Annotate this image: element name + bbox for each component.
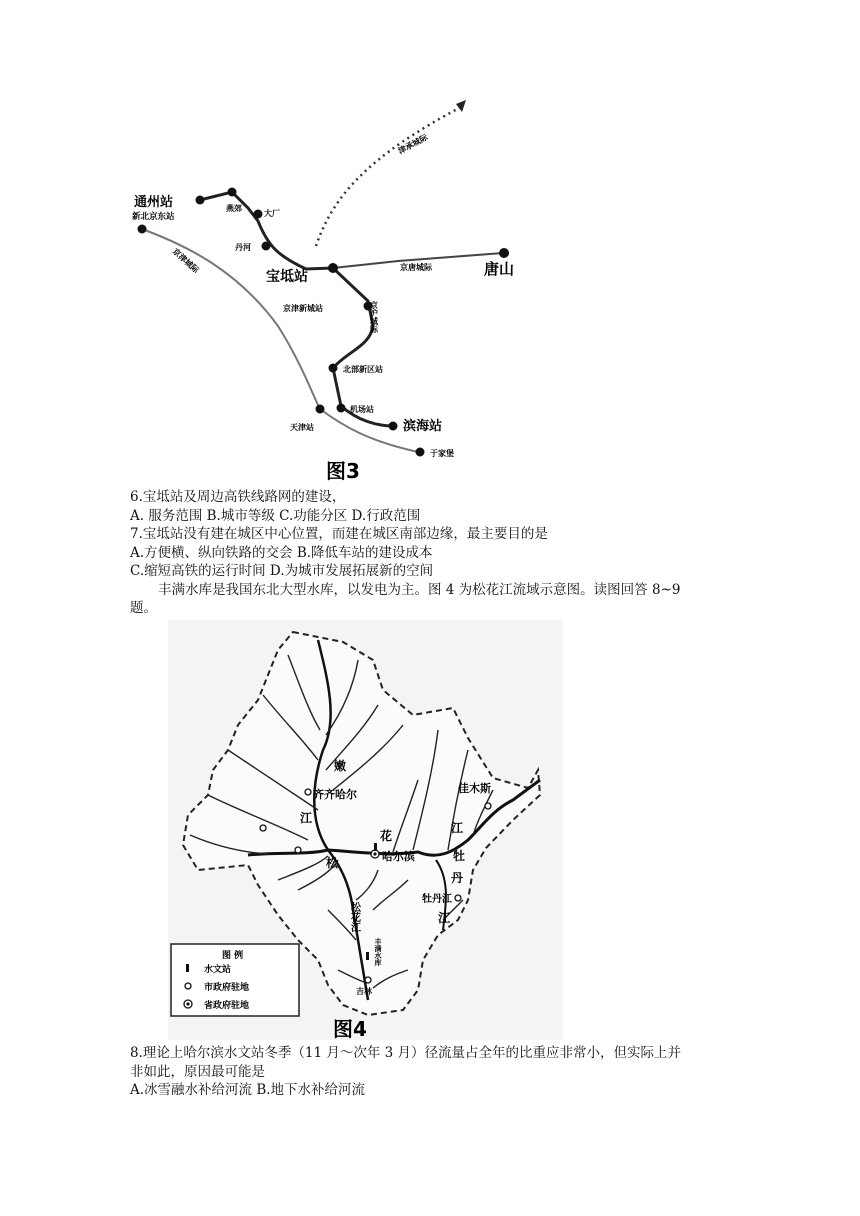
label-qiqihar: 齐齐哈尔 (313, 788, 357, 801)
q7-options-2: C.缩短高铁的运行时间 D.为城市发展拓展新的空间 (130, 563, 434, 579)
station-tangshan (499, 248, 509, 258)
questions-6-7 (130, 488, 830, 618)
label-jiang3: 江 (438, 911, 451, 925)
label-mu: 牡 (453, 849, 466, 863)
label-yujiabao: 于家堡 (430, 449, 454, 458)
label-song: 松 (326, 856, 339, 870)
hydro-station-fengman (366, 952, 369, 960)
label-fengman: 丰满水库 (374, 938, 382, 966)
figure-3-railway-map (128, 96, 548, 486)
station-yujiabao (416, 448, 425, 457)
label-baodi: 宝坻站 (266, 269, 308, 285)
dotted-future-line (316, 106, 463, 246)
station-airport (337, 404, 346, 413)
label-jinghu-city: 京沪城际 (369, 301, 379, 333)
q7-options-1: A.方便横、纵向铁路的交会 B.降低车站的建设成本 (130, 544, 433, 561)
label-new-beijing-east: 新北京东站 (132, 212, 175, 222)
legend-item-hydro: 水文站 (204, 965, 232, 975)
city-jiamusi (485, 803, 491, 809)
station-yanjiao (228, 188, 237, 197)
label-hua: 花 (380, 829, 393, 843)
label-binhai: 滨海站 (403, 419, 443, 434)
figure-3-caption: 图3 (326, 459, 360, 483)
hydro-station-harbin (374, 843, 377, 851)
label-harbin: 哈尔滨 (382, 850, 415, 863)
label-dan: 丹 (451, 871, 464, 885)
label-jiamusi: 佳木斯 (458, 782, 491, 795)
q8-stem-1: 8.理论上哈尔滨水文站冬季（11 月～次年 3 月）径流量占全年的比重应非常小，但实际上并 (130, 1045, 682, 1061)
city-west (295, 847, 301, 853)
city-far-west (260, 825, 266, 831)
label-yanjiao: 燕郊 (226, 204, 242, 213)
legend-hydro-icon (186, 964, 189, 972)
label-tangshan: 唐山 (484, 260, 515, 278)
q8-stem-2: 非如此，原因最可能是 (130, 1063, 265, 1080)
q6-stem: 6.宝坻站及周边高铁线路网的建设， (130, 489, 346, 505)
station-beichen (329, 364, 338, 373)
station-baodi (328, 263, 338, 273)
label-mudanjiang: 牡丹江 (422, 894, 452, 905)
station-new-beijing-east (138, 225, 147, 234)
label-jingjin-city: 京津城际 (170, 246, 201, 275)
station-tianjin (316, 405, 325, 414)
legend-title: 图 例 (222, 951, 244, 961)
figure-4-songhua-basin (168, 620, 563, 1040)
label-dachang: 大厂 (264, 209, 280, 218)
label-songhuajiang: 松花江 (348, 902, 360, 932)
station-danhe (262, 242, 271, 251)
station-tongzhou (196, 196, 205, 205)
label-beichen: 北部新区站 (343, 365, 383, 374)
question-8 (130, 1044, 830, 1100)
legend-city-icon (185, 983, 191, 989)
intro-line-2: 题。 (130, 600, 157, 616)
label-jingtang-city: 京唐城际 (400, 263, 432, 272)
label-nen: 嫩 (334, 759, 347, 773)
station-dachang (254, 210, 263, 219)
q7-stem: 7.宝坻站没有建在城区中心位置，而建在城区南部边缘，最主要目的是 (130, 526, 548, 542)
city-mudanjiang (455, 895, 461, 901)
label-tianjin: 天津站 (290, 423, 314, 432)
label-tongzhou: 通州站 (134, 195, 174, 210)
station-binhai (389, 422, 398, 431)
city-qiqihar (305, 789, 311, 795)
label-jilin: 吉林 (356, 987, 372, 996)
label-jiang2: 江 (451, 821, 464, 835)
label-jingjin-new: 京津新城站 (283, 304, 323, 313)
label-jincheng-future: 津承城际 (396, 132, 430, 156)
arrow-icon (456, 100, 466, 112)
q6-options: A. 服务范围 B.城市等级 C.功能分区 D.行政范围 (130, 507, 421, 524)
q8-options: A.冰雪融水补给河流 B.地下水补给河流 (130, 1082, 366, 1098)
legend-item-province: 省政府驻地 (204, 1001, 250, 1011)
label-airport: 机场站 (350, 405, 374, 414)
label-danhe: 丹河 (235, 243, 251, 252)
city-jilin (365, 977, 371, 983)
label-jiang1: 江 (300, 811, 313, 825)
legend (171, 944, 299, 1016)
intro-line-1: 丰满水库是我国东北大型水库，以发电为主。图 4 为松花江流域示意图。读图回答 8~9 (158, 581, 681, 598)
legend-item-city: 市政府驻地 (204, 983, 250, 993)
figure-4-caption: 图4 (333, 1017, 367, 1040)
